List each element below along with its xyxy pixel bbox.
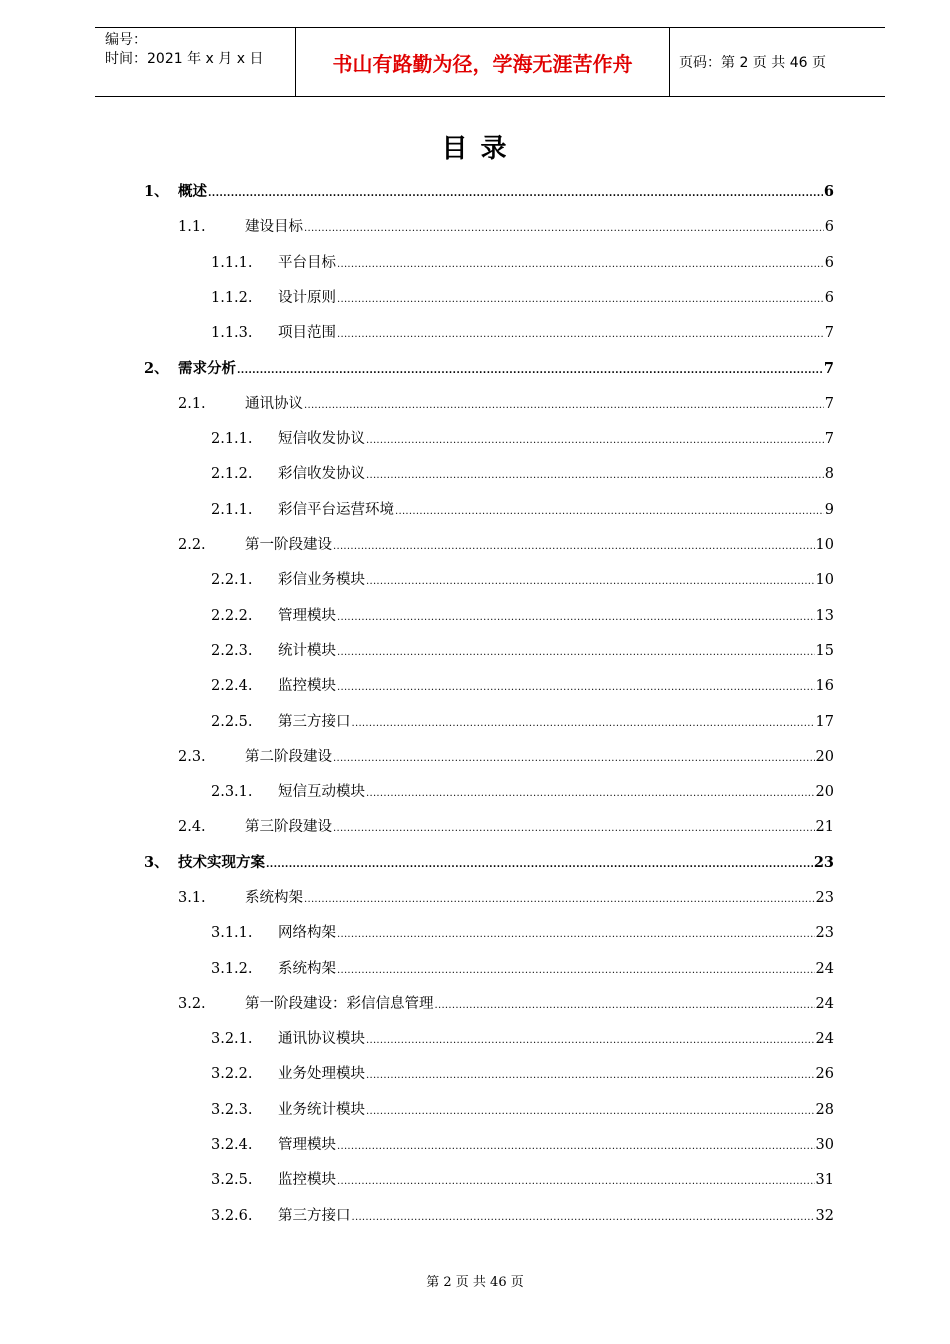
toc-entry-page: 20 [815,784,834,800]
toc-entry-title: 第三方接口 [278,714,351,730]
toc-entry-number: 3.1.2. [211,961,253,977]
toc-entry-title: 第一阶段建设：彩信信息管理 [245,996,434,1012]
toc-entry-page: 6 [824,219,834,235]
toc-entry[interactable] [211,1133,834,1155]
toc-entry[interactable] [211,462,834,484]
toc-entry-page: 7 [823,360,834,377]
toc-entry-title: 管理模块 [278,1137,336,1153]
toc-entry-title: 网络构架 [278,925,336,941]
toc-entry-page: 7 [824,325,834,341]
toc-entry[interactable] [178,215,834,237]
toc-entry-number: 2.2.1. [211,572,253,588]
toc-entry-number: 3.2.1. [211,1031,253,1047]
toc-entry-title: 第二阶段建设 [245,749,332,765]
toc-entry-title: 建设目标 [245,219,303,235]
toc-leader-dots [337,259,824,270]
toc-entry-page: 24 [815,961,834,977]
toc-entry-page: 8 [824,466,834,482]
toc-entry[interactable] [211,251,834,273]
toc-entry[interactable] [178,815,834,837]
toc-entry-page: 13 [815,608,834,624]
toc-entry-page: 6 [823,183,834,200]
toc-entry-page: 16 [815,678,834,694]
toc-entry-number: 2.1.2. [211,466,253,482]
toc-entry-number: 2、 [144,360,169,377]
toc-entry-title: 监控模块 [278,1172,336,1188]
toc-entry-number: 2.3.1. [211,784,253,800]
toc-leader-dots [304,223,824,234]
toc-entry-title: 统计模块 [278,643,336,659]
toc-entry-title: 业务统计模块 [278,1102,365,1118]
toc-leader-dots [337,682,815,693]
toc-entry-title: 短信互动模块 [278,784,365,800]
toc-entry-page: 23 [815,925,834,941]
toc-entry[interactable] [211,604,834,626]
header-motto: 书山有路勤为径，学海无涯苦作舟 [296,28,670,96]
toc-entry-title: 设计原则 [278,290,336,306]
toc-entry-page: 26 [815,1066,834,1082]
toc-entry[interactable] [211,921,834,943]
toc-entry-number: 3.2.2. [211,1066,253,1082]
toc-entry-page: 28 [815,1102,834,1118]
toc-leader-dots [337,647,815,658]
toc-entry[interactable] [211,1027,834,1049]
toc-entry[interactable] [144,180,834,202]
toc-leader-dots [352,1212,815,1223]
toc-entry-number: 3.2.4. [211,1137,253,1153]
toc-leader-dots [366,435,824,446]
toc-entry-number: 2.4. [178,819,206,835]
toc-entry-title: 业务处理模块 [278,1066,365,1082]
toc-entry[interactable] [178,392,834,414]
toc-leader-dots [337,965,815,976]
toc-entry-title: 系统构架 [245,890,303,906]
toc-entry[interactable] [211,674,834,696]
toc-entry-page: 10 [815,572,834,588]
toc-entry-number: 1.1.1. [211,255,253,271]
toc-entry-page: 23 [813,854,834,871]
toc-entry-page: 7 [824,396,834,412]
toc-leader-dots [337,1141,815,1152]
toc-leader-dots [333,823,815,834]
toc-entry[interactable] [211,568,834,590]
toc-entry[interactable] [211,957,834,979]
toc-entry-number: 1.1.2. [211,290,253,306]
toc-leader-dots [366,1070,815,1081]
toc-entry-number: 3、 [144,854,169,871]
toc-entry-title: 系统构架 [278,961,336,977]
toc-entry-number: 2.2. [178,537,206,553]
toc-leader-dots [366,1035,815,1046]
toc-entry-page: 30 [815,1137,834,1153]
toc-entry-number: 3.2.5. [211,1172,253,1188]
toc-entry[interactable] [211,710,834,732]
toc-leader-dots [337,329,824,340]
toc-entry-number: 2.1.1. [211,502,253,518]
toc-entry[interactable] [211,1098,834,1120]
toc-entry-title: 第三方接口 [278,1208,351,1224]
toc-entry-page: 17 [815,714,834,730]
toc-entry[interactable] [211,639,834,661]
toc-entry-page: 20 [815,749,834,765]
toc-entry[interactable] [211,780,834,802]
toc-entry[interactable] [178,886,834,908]
toc-leader-dots [366,788,815,799]
toc-leader-dots [304,894,815,905]
toc-leader-dots [366,576,815,587]
toc-entry-title: 通讯协议模块 [278,1031,365,1047]
toc-entry-title: 项目范围 [278,325,336,341]
toc-leader-dots [395,506,824,517]
toc-leader-dots [352,718,815,729]
toc-entry-page: 7 [824,431,834,447]
toc-entry-title: 概述 [178,183,207,200]
toc-entry-number: 3.1. [178,890,206,906]
toc-entry-page: 21 [815,819,834,835]
toc-entry-title: 彩信业务模块 [278,572,365,588]
toc-entry[interactable] [211,498,834,520]
toc-entry-page: 31 [815,1172,834,1188]
toc-entry-title: 监控模块 [278,678,336,694]
toc-leader-dots [333,753,815,764]
toc-leader-dots [337,294,824,305]
toc-entry-number: 2.2.2. [211,608,253,624]
toc-entry-page: 10 [815,537,834,553]
toc-entry-number: 3.2.6. [211,1208,253,1224]
toc-entry-title: 平台目标 [278,255,336,271]
toc-entry-page: 9 [824,502,834,518]
toc-entry-title: 彩信平台运营环境 [278,502,394,518]
toc-entry-title: 短信收发协议 [278,431,365,447]
page-footer: 第 2 页 共 46 页 [426,1275,524,1290]
toc-leader-dots [366,470,824,481]
toc-leader-dots [333,541,815,552]
toc-entry-page: 24 [815,996,834,1012]
toc-leader-dots [208,188,823,199]
toc-leader-dots [337,1176,815,1187]
document-date: 时间：2021 年 x 月 x 日 [105,51,264,67]
toc-title: 目 录 [441,134,509,164]
toc-entry-page: 32 [815,1208,834,1224]
toc-entry-title: 第一阶段建设 [245,537,332,553]
toc-leader-dots [435,1000,815,1011]
toc-entry-page: 24 [815,1031,834,1047]
toc-entry-title: 彩信收发协议 [278,466,365,482]
toc-entry-title: 第三阶段建设 [245,819,332,835]
toc-entry[interactable] [211,1168,834,1190]
toc-entry[interactable] [211,427,834,449]
toc-entry[interactable] [211,321,834,343]
toc-leader-dots [337,612,815,623]
toc-leader-dots [337,929,815,940]
toc-entry[interactable] [178,992,834,1014]
toc-entry[interactable] [144,851,834,873]
toc-entry-number: 1、 [144,183,169,200]
toc-leader-dots [304,400,824,411]
toc-entry-number: 2.2.4. [211,678,253,694]
toc-entry-number: 3.2.3. [211,1102,253,1118]
toc-entry-title: 管理模块 [278,608,336,624]
toc-entry-number: 1.1. [178,219,206,235]
toc-entry[interactable] [144,357,834,379]
toc-entry-number: 3.1.1. [211,925,253,941]
toc-leader-dots [237,365,823,376]
document-code-label: 编号： [105,32,147,48]
header-page-info: 页码：第 2 页 共 46 页 [679,55,826,71]
toc-entry[interactable] [211,286,834,308]
toc-entry-number: 2.3. [178,749,206,765]
toc-entry[interactable] [211,1204,834,1226]
toc-leader-dots [366,1106,815,1117]
page-header [95,27,885,97]
toc-entry-number: 2.1.1. [211,431,253,447]
toc-leader-dots [266,859,813,870]
toc-entry[interactable] [178,745,834,767]
toc-entry[interactable] [178,533,834,555]
toc-entry-page: 23 [815,890,834,906]
toc-entry-title: 需求分析 [178,360,236,377]
toc-entry[interactable] [211,1062,834,1084]
toc-entry-title: 通讯协议 [245,396,303,412]
toc-entry-number: 1.1.3. [211,325,253,341]
toc-entry-page: 6 [824,290,834,306]
header-meta [95,28,296,96]
toc-entry-title: 技术实现方案 [178,854,265,871]
toc-entry-number: 2.1. [178,396,206,412]
toc-entry-page: 15 [815,643,834,659]
toc-entry-page: 6 [824,255,834,271]
toc-entry-number: 2.2.5. [211,714,253,730]
toc-entry-number: 3.2. [178,996,206,1012]
toc-entry-number: 2.2.3. [211,643,253,659]
